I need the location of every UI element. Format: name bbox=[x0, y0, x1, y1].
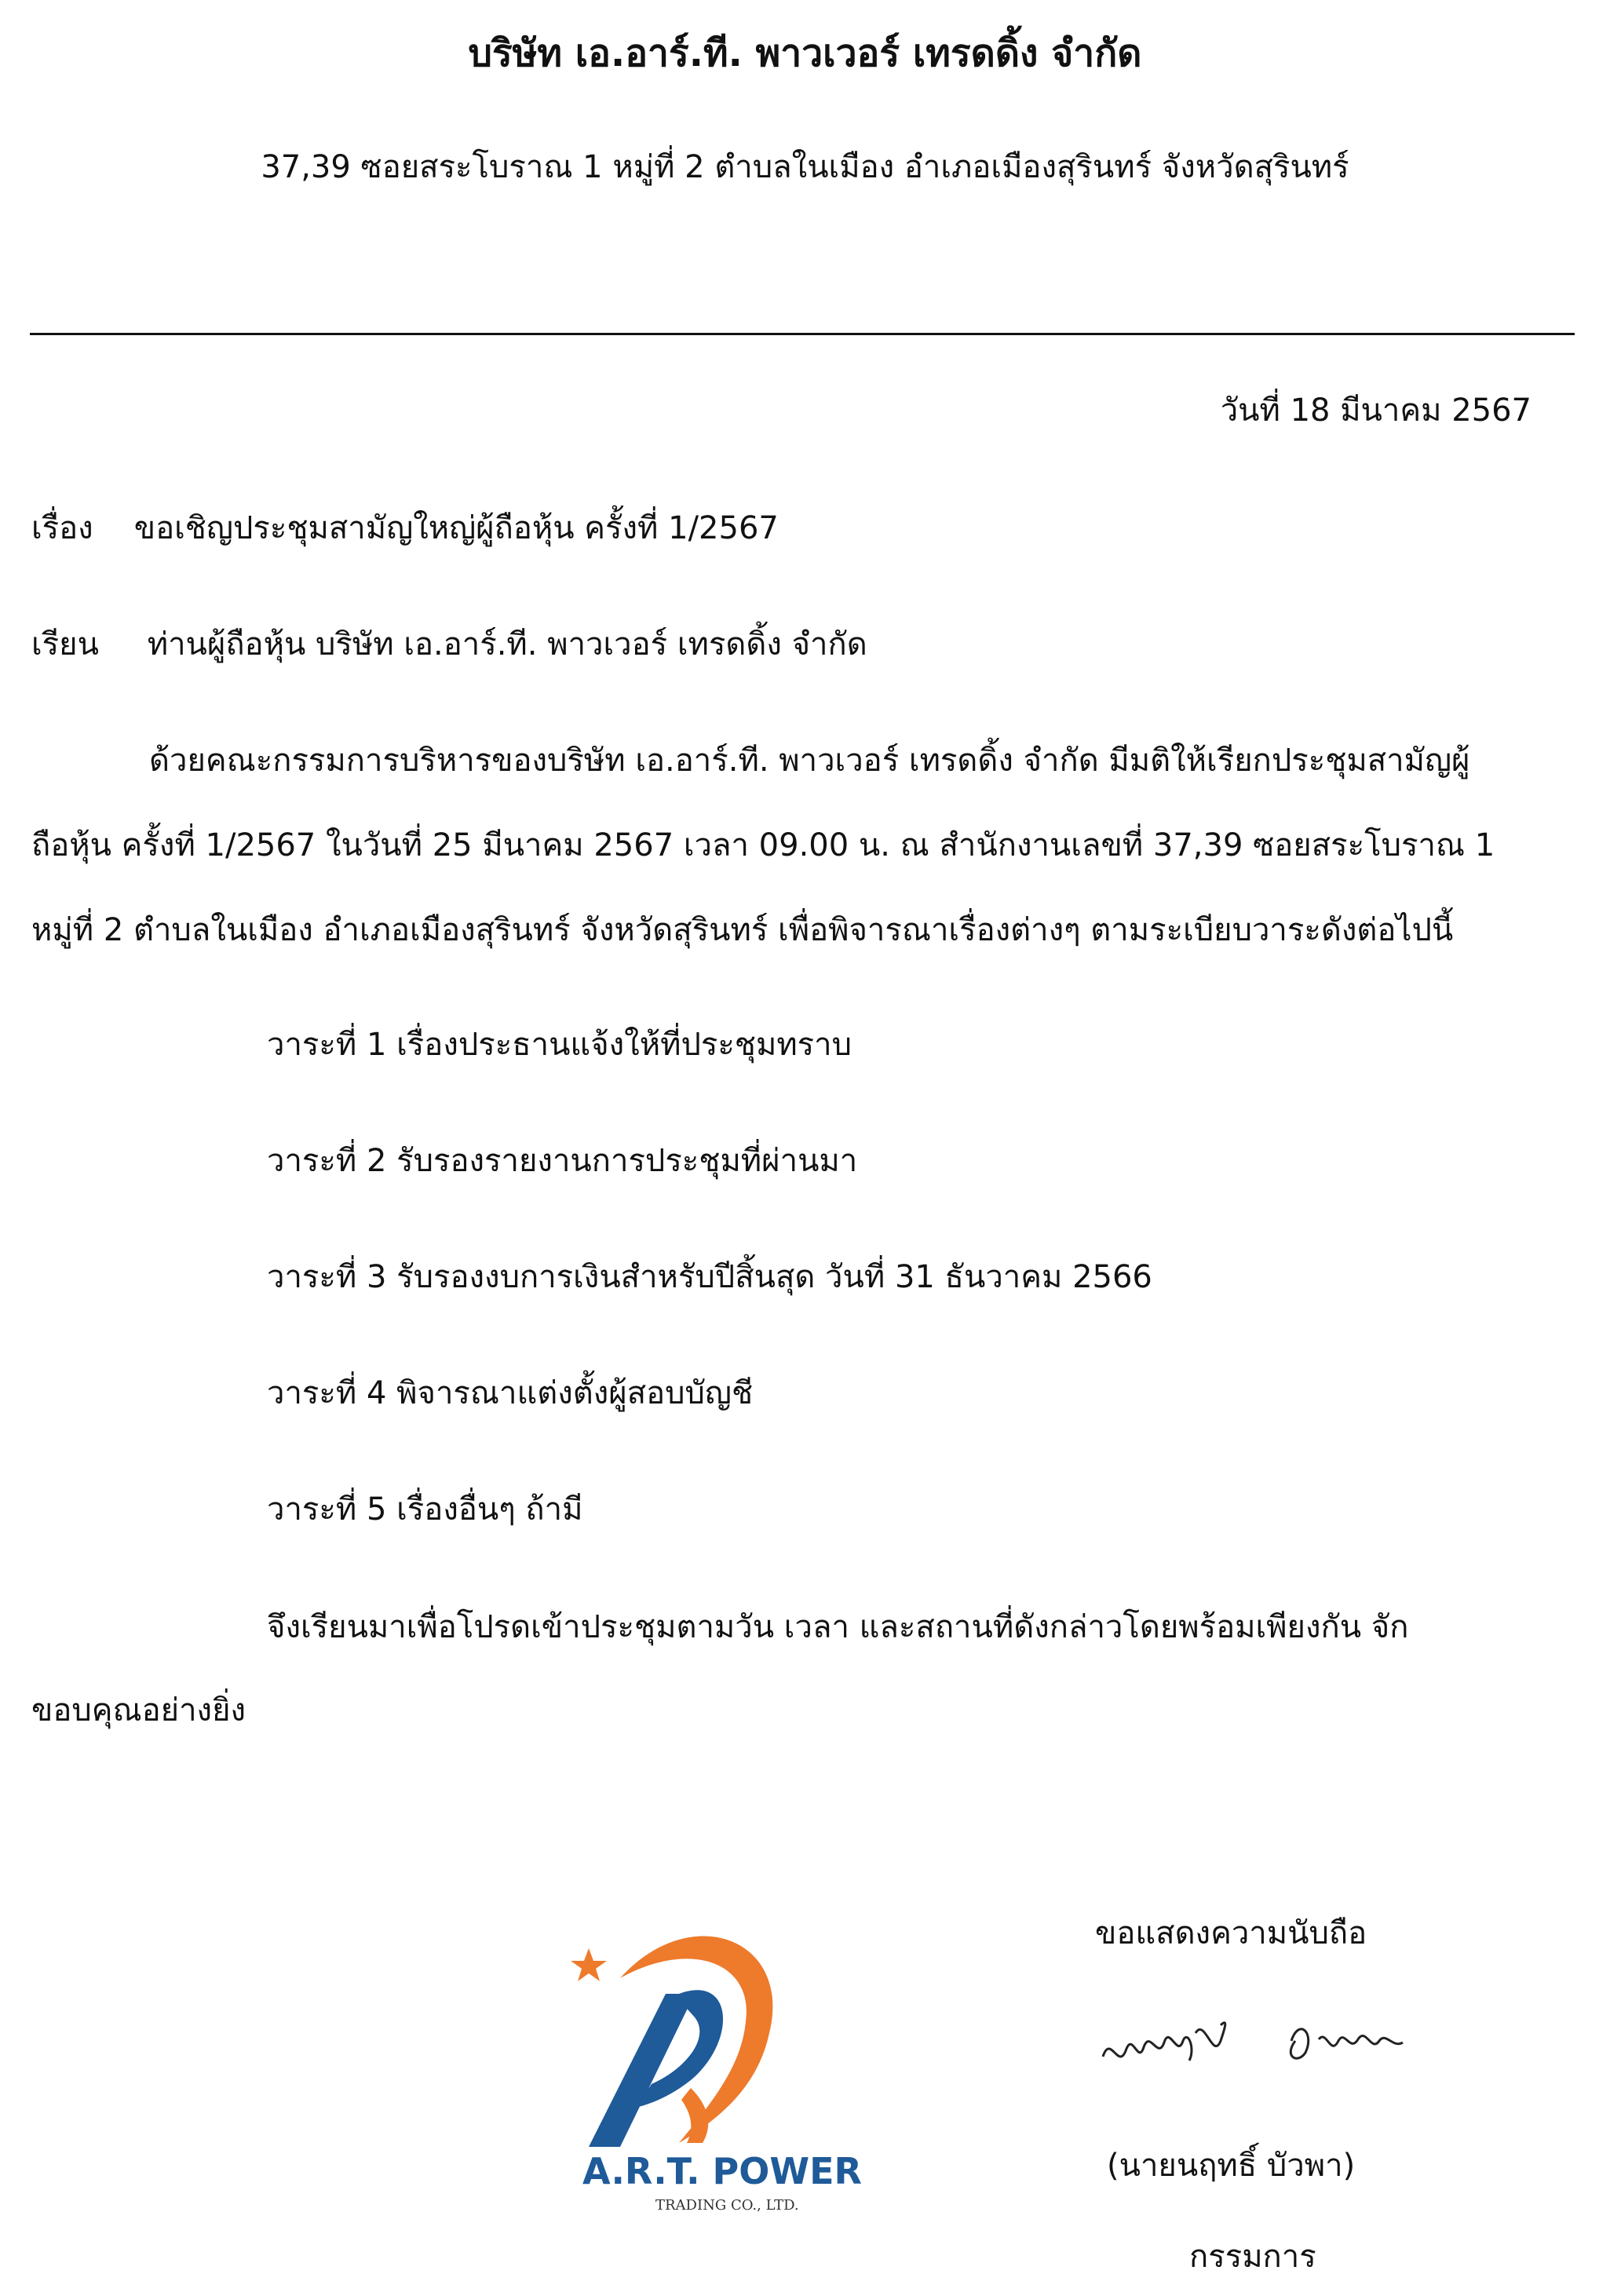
closing-line-2: ขอบคุณอย่างยิ่ง bbox=[31, 1692, 246, 1728]
header-divider bbox=[30, 333, 1575, 335]
recipient-line bbox=[31, 619, 867, 669]
subject-line bbox=[31, 502, 779, 553]
letter-date: วันที่ 18 มีนาคม 2567 bbox=[1220, 392, 1532, 429]
recipient-label: เรียน bbox=[31, 626, 99, 663]
agenda-item: วาระที่ 2 รับรองรายงานการประชุมที่ผ่านมา bbox=[267, 1143, 858, 1179]
art-power-logo-graphic bbox=[534, 1907, 887, 2221]
agenda-item: วาระที่ 3 รับรองงบการเงินสำหรับปีสิ้นสุด วันที่ 31 ธันวาคม 2566 bbox=[267, 1259, 1152, 1295]
body-line-3: หมู่ที่ 2 ตำบลในเมือง อำเภอเมืองสุรินทร์ จังหวัดสุรินทร์ เพื่อพิจารณาเรื่องต่างๆ ตามระเบียบวาระดังต่อไปนี้ bbox=[31, 912, 1454, 948]
subject-text: ขอเชิญประชุมสามัญใหญ่ผู้ถือหุ้น ครั้งที่ 1/2567 bbox=[133, 510, 779, 546]
body-line-2: ถือหุ้น ครั้งที่ 1/2567 ในวันที่ 25 มีนาคม 2567 เวลา 09.00 น. ณ สำนักงานเลขที่ 37,39 ซอยสระโบราณ 1 bbox=[31, 827, 1495, 863]
agenda-item: วาระที่ 5 เรื่องอื่นๆ ถ้ามี bbox=[267, 1491, 583, 1528]
agenda-item: วาระที่ 4 พิจารณาแต่งตั้งผู้สอบบัญชี bbox=[267, 1375, 754, 1411]
logo-brand-art: A.R.T. POWER bbox=[582, 2150, 862, 2192]
orange-tail bbox=[681, 2088, 708, 2143]
handwritten-signature bbox=[1095, 1986, 1440, 2096]
sign-off: ขอแสดงความนับถือ bbox=[1095, 1915, 1367, 1951]
company-logo bbox=[534, 1907, 887, 2221]
logo-subtitle: TRADING CO., LTD. bbox=[655, 2197, 799, 2214]
subject-label: เรื่อง bbox=[31, 510, 93, 546]
star-icon bbox=[571, 1948, 607, 1981]
company-title: บริษัท เอ.อาร์.ที. พาวเวอร์ เทรดดิ้ง จำกัด bbox=[468, 31, 1142, 75]
signatory-name: (นายนฤทธิ์ บัวพา) bbox=[1107, 2148, 1356, 2184]
closing-line-1: จึงเรียนมาเพื่อโปรดเข้าประชุมตามวัน เวลา และสถานที่ดังกล่าวโดยพร้อมเพียงกัน จัก bbox=[267, 1609, 1409, 1645]
signatory-position: กรรมการ bbox=[1189, 2239, 1316, 2275]
recipient-text: ท่านผู้ถือหุ้น บริษัท เอ.อาร์.ที. พาวเวอร์ เทรดดิ้ง จำกัด bbox=[147, 626, 867, 663]
agenda-item: วาระที่ 1 เรื่องประธานแจ้งให้ที่ประชุมทราบ bbox=[267, 1027, 852, 1063]
company-address: 37,39 ซอยสระโบราณ 1 หมู่ที่ 2 ตำบลในเมือง อำเภอเมืองสุรินทร์ จังหวัดสุรินทร์ bbox=[261, 149, 1349, 185]
body-line-1: ด้วยคณะกรรมการบริหารของบริษัท เอ.อาร์.ที. พาวเวอร์ เทรดดิ้ง จำกัด มีมติให้เรียกประชุมสามัญผู้ bbox=[149, 743, 1470, 779]
